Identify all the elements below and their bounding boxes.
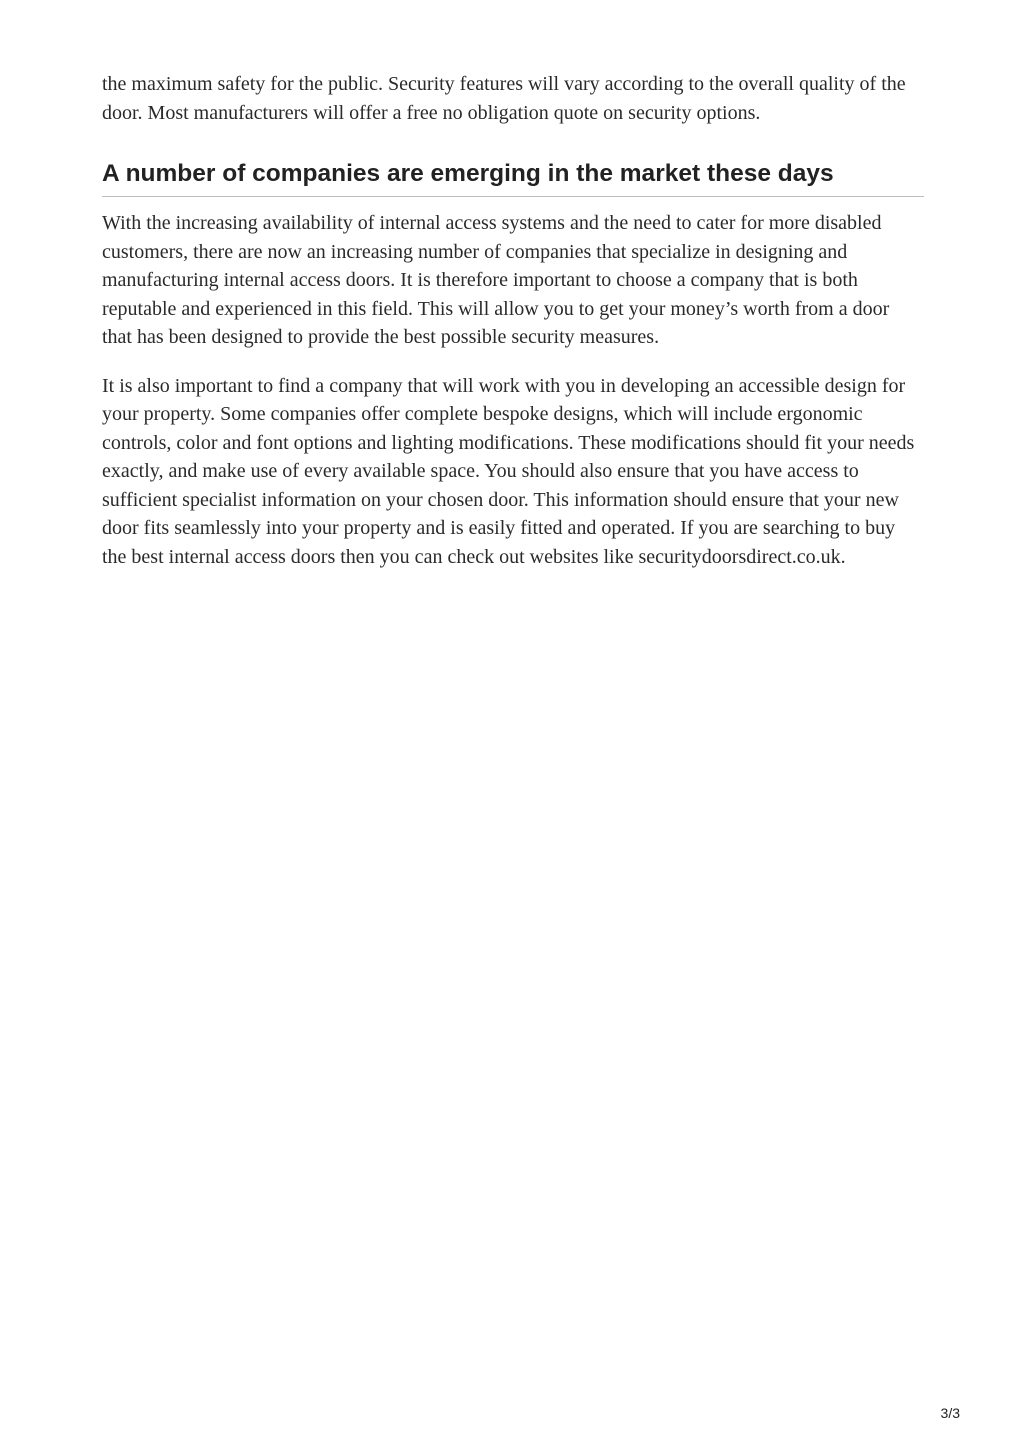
body-paragraph-1: With the increasing availability of internal access systems and the need to cater for more disabled customers, there are now an increasing number of companies that specialize in designing and manufacturing internal access doors. It is therefore important to choose a company that is both reputable and experienced in this field. This will allow you to get your money’s worth from a door that has been designed to provide the best possible security measures. xyxy=(102,212,890,348)
intro-paragraph: the maximum safety for the public. Security features will vary according to the overall quality of the door. Most manufacturers will offer a free no obligation quote on security options. xyxy=(102,73,906,124)
page-number: 3/3 xyxy=(940,1405,960,1421)
body-paragraph-2: It is also important to find a company that will work with you in developing an accessible design for your property. Some companies offer complete bespoke designs, which will include ergonomic controls, color and font options and lighting modifications. These modifications should fit your needs exactly, and make use of every available space. You should also ensure that you have access to sufficient specialist information on your chosen door. This information should ensure that your new door fits seamlessly into your property and is easily fitted and operated. If you are searching to buy the best internal access doors then you can check out websites like securitydoorsdirect.co.uk. xyxy=(102,374,915,568)
section-heading: A number of companies are emerging in the market these days xyxy=(102,159,924,197)
document-page xyxy=(102,70,924,571)
